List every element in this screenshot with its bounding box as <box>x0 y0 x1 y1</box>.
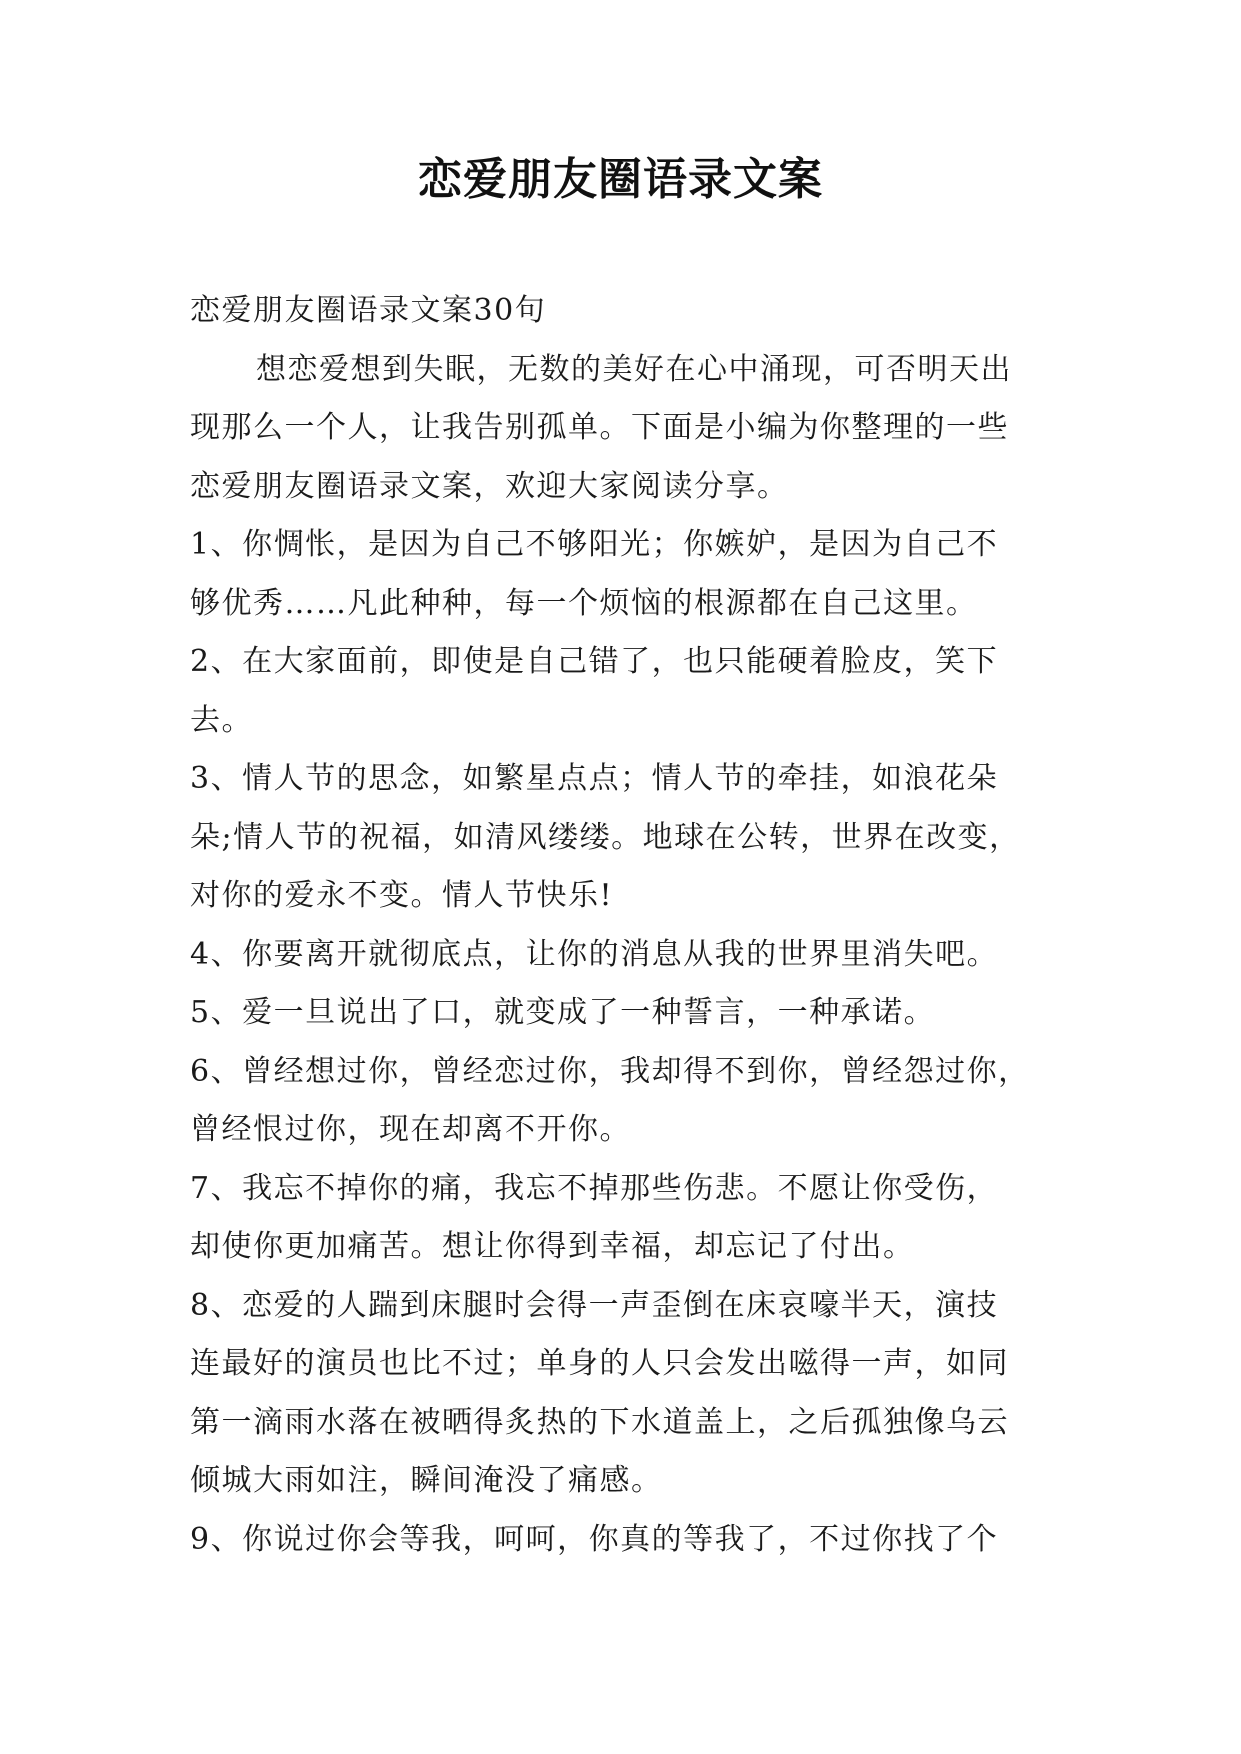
item-line: 连最好的演员也比不过；单身的人只会发出嗞得一声，如同 <box>190 1346 1009 1381</box>
item-line: 朵;情人节的祝福，如清风缕缕。地球在公转，世界在改变， <box>190 819 1021 855</box>
item-line: 去。 <box>190 702 253 738</box>
item-line: 4、你要离开就彻底点，让你的消息从我的世界里消失吧。 <box>190 936 999 972</box>
document-body <box>190 282 1070 1569</box>
item-line: 9、你说过你会等我，呵呵，你真的等我了，不过你找了个 <box>190 1521 999 1557</box>
item-line: 曾经恨过你，现在却离不开你。 <box>190 1112 631 1147</box>
item-line: 5、爱一旦说出了口，就变成了一种誓言，一种承诺。 <box>190 995 936 1030</box>
item-line: 1、你惆怅，是因为自己不够阳光；你嫉妒，是因为自己不 <box>190 527 999 562</box>
document-title: 恋爱朋友圈语录文案 <box>418 154 823 205</box>
item-line: 倾城大雨如注，瞬间淹没了痛感。 <box>190 1463 663 1498</box>
intro-line: 想恋爱想到失眠，无数的美好在心中涌现，可否明天出 <box>256 351 1012 387</box>
item-line: 2、在大家面前，即使是自己错了，也只能硬着脸皮，笑下 <box>190 644 999 679</box>
item-line: 够优秀……凡此种种，每一个烦恼的根源都在自己这里。 <box>190 585 978 621</box>
item-line: 3、情人节的思念，如繁星点点；情人节的牵挂，如浪花朵 <box>190 761 999 796</box>
item-line: 却使你更加痛苦。想让你得到幸福，却忘记了付出。 <box>190 1229 915 1264</box>
subtitle-line: 恋爱朋友圈语录文案30句 <box>190 293 547 328</box>
item-line: 第一滴雨水落在被晒得炙热的下水道盖上，之后孤独像乌云 <box>190 1404 1009 1440</box>
intro-line: 恋爱朋友圈语录文案，欢迎大家阅读分享。 <box>190 468 789 504</box>
intro-line: 现那么一个人，让我告别孤单。下面是小编为你整理的一些 <box>190 410 1009 445</box>
item-line: 7、我忘不掉你的痛，我忘不掉那些伤悲。不愿让你受伤， <box>190 1170 999 1206</box>
item-line: 6、曾经想过你，曾经恋过你，我却得不到你，曾经怨过你， <box>190 1053 1030 1089</box>
item-line: 8、恋爱的人踹到床腿时会得一声歪倒在床哀嚎半天，演技 <box>190 1287 999 1323</box>
item-line: 对你的爱永不变。情人节快乐! <box>190 878 614 913</box>
